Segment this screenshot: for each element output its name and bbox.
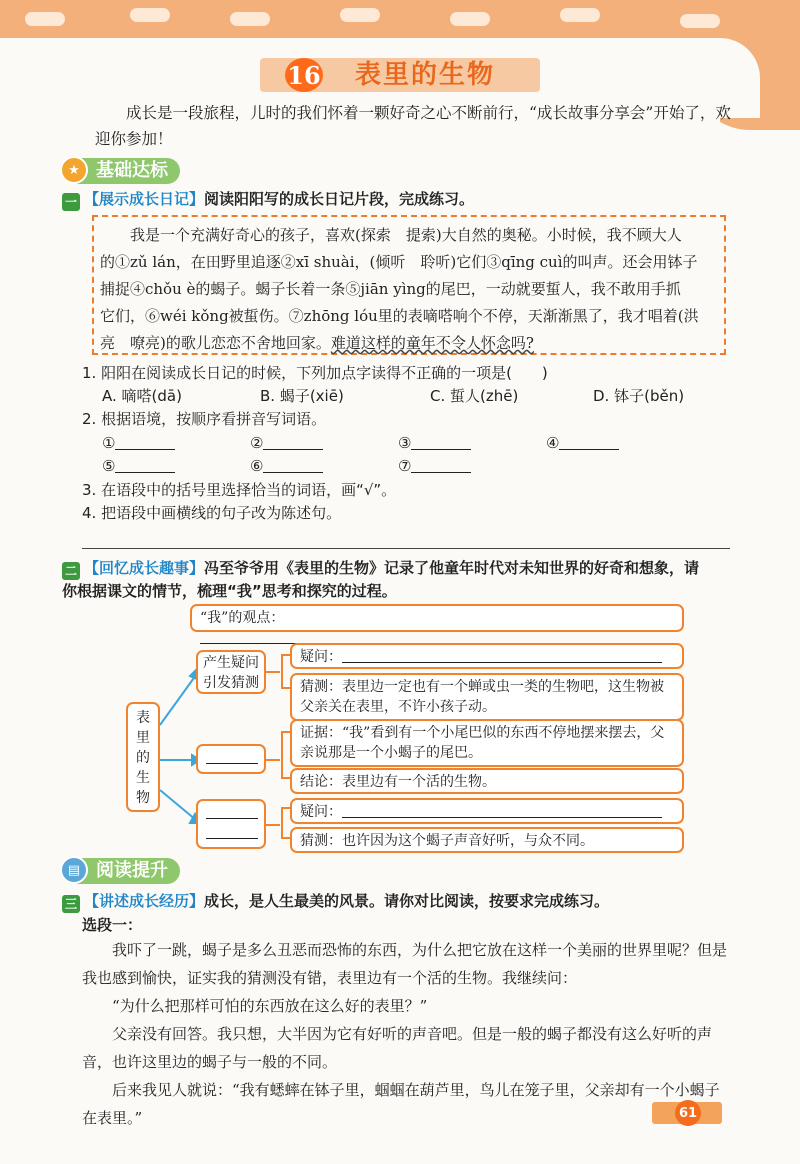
question-2: 2. 根据语境，按顺序看拼音写词语。 (82, 410, 327, 428)
viewpoint-box (190, 604, 684, 632)
branch-question-box (196, 650, 266, 694)
answer-blank[interactable] (250, 432, 323, 454)
intro-text: 成长是一段旅程，儿时的我们怀着一颗好奇之心不断前行，“成长故事分享会”开始了，欢迎你参加！ (95, 104, 731, 148)
task-instruction: 阅读阳阳写的成长日记片段，完成练习。 (204, 190, 475, 208)
question-label: 疑问： (300, 649, 342, 665)
answer-line[interactable] (342, 802, 662, 818)
guess-box-2: 猜测：也许因为这个蝎子声音好听，与众不同。 (290, 827, 684, 853)
q1-option-a: A. 嘀嗒(dā) (102, 387, 182, 405)
viewpoint-label: “我”的观点： (200, 610, 285, 626)
paragraph: 我吓了一跳，蝎子是多么丑恶而恐怖的东西，为什么把它放在这样一个美丽的世界里呢？但是我也感到愉快，证实我的猜测没有错，表里边有一个活的生物。我继续问： (82, 941, 728, 987)
paragraph: 后来我见人就说：“我有蟋蟀在钵子里，蝈蝈在葫芦里，鸟儿在笼子里，父亲却有一个小蝎子在表里。” (82, 1081, 720, 1127)
blank-mark: ④ (546, 434, 560, 452)
cloud-icon (450, 12, 490, 26)
diary-line: 亮 嘹亮)的歌儿恋恋不舍地回家。 (100, 334, 331, 352)
question-box-1 (290, 643, 684, 669)
task-number-badge: 三 (62, 895, 80, 913)
paragraph: 父亲没有回答。我只想，大半因为它有好听的声音吧。但是一般的蝎子都没有这么好听的声音，也许这里边的蝎子与一般的不同。 (82, 1025, 713, 1071)
question-3: 3. 在语段中的括号里选择恰当的词语，画“√”。 (82, 481, 397, 499)
answer-blank[interactable] (102, 432, 175, 454)
evidence-box: 证据：“我”看到有一个小尾巴似的东西不停地摆来摆去，父亲说那是一个小蝎子的尾巴。 (290, 719, 684, 767)
paragraph: “为什么把那样可怕的东西放在这么好的表里？” (112, 997, 428, 1015)
diary-line: 捕捉④chǒu è的蝎子。蝎子长着一条⑤jiān yìng的尾巴，一动就要蜇人，我不敢用手抓 (100, 280, 681, 298)
answer-blank[interactable] (250, 455, 323, 477)
question-4: 4. 把语段中画横线的句子改为陈述句。 (82, 504, 342, 522)
task2-instruction-2: 你根据课文的情节，梳理“我”思考和探究的过程。 (62, 582, 397, 600)
root-char: 的 (136, 750, 150, 766)
answer-blank[interactable] (546, 432, 619, 454)
branch-blank-box-2[interactable] (196, 799, 266, 849)
answer-line[interactable] (206, 823, 258, 839)
question-label: 疑问： (300, 804, 342, 820)
book-icon: ▤ (60, 856, 88, 884)
diary-line: 的①zǔ lán，在田野里追逐②xī shuài，(倾听 聆听)它们③qīng cuì的叫声。还会用钵子 (100, 253, 698, 271)
task3-heading (62, 890, 609, 913)
answer-blank[interactable] (398, 432, 471, 454)
answer-line[interactable] (342, 647, 662, 663)
root-char: 物 (136, 790, 150, 806)
root-char: 表 (136, 710, 150, 726)
answer-blank[interactable] (398, 455, 471, 477)
task-tag: 【讲述成长经历】 (84, 892, 205, 910)
cloud-icon (25, 12, 65, 26)
diary-text (100, 222, 720, 357)
root-box (126, 702, 160, 812)
cloud-icon (340, 8, 380, 22)
root-char: 里 (136, 730, 150, 746)
branch-line: 引发猜测 (203, 675, 259, 691)
conclusion-box: 结论：表里边有一个活的生物。 (290, 768, 684, 794)
underlined-sentence: 难道这样的童年不令人怀念吗? (330, 334, 534, 352)
task2-heading (62, 557, 699, 580)
excerpt-label: 选段一： (82, 916, 143, 934)
task-tag: 【展示成长日记】 (84, 190, 205, 208)
root-char: 生 (136, 770, 150, 786)
task-instruction: 冯至爷爷用《表里的生物》记录了他童年时代对未知世界的好奇和想象，请 (204, 559, 700, 577)
q1-option-b: B. 蝎子(xiē) (260, 387, 344, 405)
section-title: 阅读提升 (96, 860, 168, 881)
badge-icon: ★ (60, 156, 88, 184)
blank-mark: ⑦ (398, 457, 412, 475)
task1-heading (62, 188, 474, 211)
cloud-icon (130, 8, 170, 22)
branch-blank-box[interactable] (196, 744, 266, 774)
blank-mark: ② (250, 434, 264, 452)
question-box-2 (290, 798, 684, 824)
q1-option-d: D. 钵子(běn) (593, 387, 685, 405)
cloud-icon (680, 14, 720, 28)
excerpt-body (82, 936, 728, 1132)
task-number-badge: 二 (62, 562, 80, 580)
task-instruction: 成长，是人生最美的风景。请你对比阅读，按要求完成练习。 (204, 892, 610, 910)
diary-line: 我是一个充满好奇心的孩子，喜欢(探索 提索)大自然的奥秘。小时候，我不顾大人 (130, 226, 682, 244)
q1-option-c: C. 蜇人(zhē) (430, 387, 519, 405)
cloud-icon (560, 8, 600, 22)
lesson-number: 16 (285, 58, 323, 92)
page-number: 61 (675, 1100, 701, 1126)
page-margin (0, 38, 62, 1164)
cloud-icon (230, 12, 270, 26)
branch-line: 产生疑问 (203, 655, 259, 671)
blank-mark: ③ (398, 434, 412, 452)
question-1: 1. 阳阳在阅读成长日记的时候，下列加点字读得不正确的一项是( ) (82, 364, 548, 382)
blank-mark: ⑤ (102, 457, 116, 475)
diary-line: 它们，⑥wéi kǒng被蜇伤。⑦zhōng lóu里的表嘀嗒响个不停，天渐渐黑了，我才唱着(洪 (100, 307, 699, 325)
answer-line[interactable] (206, 803, 258, 819)
guess-box-1: 猜测：表里边一定也有一个蝉或虫一类的生物吧，这生物被父亲关在表里，不许小孩子动。 (290, 673, 684, 721)
lesson-title: 表里的生物 (355, 60, 496, 90)
answer-line[interactable] (200, 628, 590, 644)
blank-mark: ⑥ (250, 457, 264, 475)
task-tag: 【回忆成长趣事】 (84, 559, 205, 577)
answer-blank[interactable] (102, 455, 175, 477)
blank-mark: ① (102, 434, 116, 452)
answer-line[interactable] (82, 548, 730, 549)
answer-line[interactable] (206, 748, 258, 764)
section-title: 基础达标 (96, 160, 168, 181)
task-number-badge: 一 (62, 193, 80, 211)
